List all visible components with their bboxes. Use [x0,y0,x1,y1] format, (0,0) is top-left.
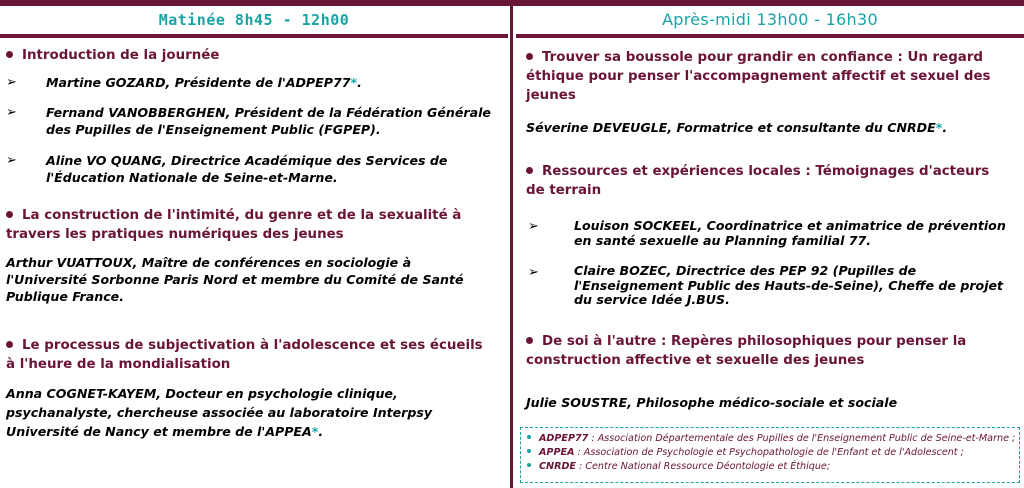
arrow-bullet-icon: ➢ [528,265,539,280]
section-subjectivation: Le processus de subjectivation à l'adolescence et ses écueils à l'heure de la mondialisation Anna COGNET-KAYEM, Docteur en psychologie clinique, psychanalyste, chercheuse associée au laboratoire Interpsy Université de Nancy et membre de l'APPEA*. [0,336,508,441]
arrow-bullet-icon: ➢ [6,105,17,120]
dot-icon [527,449,531,453]
speaker-text: Julie SOUSTRE, Philosophe médico-sociale et sociale [526,395,898,410]
list-item: ➢ Fernand VANOBBERGHEN, Président de la Fédération Générale des Pupilles de l'Enseignement Public (FGPEP). [6,105,491,137]
dot-icon [6,341,13,348]
speaker-list-ressources-2 [516,264,1024,308]
speaker-text: Séverine DEVEUGLE, Formatrice et consultante du CNRDE*. [526,120,948,135]
speaker-list-ressources [516,218,1024,248]
legend-item-adpep77: ADPEP77 : Association Départementale des Pupilles de l'Enseignement Public de Seine-et-Marne ; [527,432,1013,446]
list-item: ➢ Martine GOZARD, Présidente de l'ADPEP77*. [6,75,362,90]
list-item: ➢ Louison SOCKEEL, Coordinatrice et animatrice de prévention en santé sexuelle au Planning familial 77. [528,218,1006,248]
column-divider [510,6,513,488]
morning-column [0,6,508,439]
section-philosophie: De soi à l'autre : Repères philosophiques pour penser la construction affective et sexuelle des jeunes Julie SOUSTRE, Philosophe médico-sociale et sociale [516,332,1024,411]
section-boussole: Trouver sa boussole pour grandir en confiance : Un regard éthique pour penser l'accompagnement affectif et sexuel des jeunes Séverine DEVEUGLE, Formatrice et consultante du CNRDE*. [516,48,1024,136]
afternoon-header-bar [516,34,1024,38]
speaker-text: Anna COGNET-KAYEM, Docteur en psychologie clinique, psychanalyste, chercheuse associée au laboratoire Interpsy Université de Nancy et membre de l'APPEA*. [6,386,433,439]
afternoon-column [516,6,1024,410]
arrow-bullet-icon: ➢ [6,75,17,90]
legend-item-appea: APPEA : Association de Psychologie et Psychopathologie de l'Enfant et de l'Adolescent ; [527,446,1013,460]
list-item: ➢ Aline VO QUANG, Directrice Académique des Services de l'Éducation Nationale de Seine-et-Marne. [6,153,448,185]
speaker-list-intro [0,74,508,91]
dot-icon [526,337,533,344]
arrow-bullet-icon: ➢ [6,153,17,168]
morning-header-bar [0,34,508,38]
legend-item-cnrde: CNRDE : Centre National Ressource Déontologie et Éthique; [527,460,1013,474]
arrow-bullet-icon: ➢ [528,219,539,234]
afternoon-header: Après-midi 13h00 - 16h30 [662,10,878,29]
dot-icon [6,211,13,218]
abbreviations-legend [520,427,1020,483]
section-ressources: Ressources et expériences locales : Témoignages d'acteurs de terrain [526,164,990,198]
list-item: ➢ Claire BOZEC, Directrice des PEP 92 (Pupilles de l'Enseignement Public des Hauts-de-Seine), Cheffe de projet du service Idée J.BUS. [528,263,1004,307]
speaker-list-intro-2 [0,104,508,138]
section-intimite: La construction de l'intimité, du genre et de la sexualité à travers les pratiques numériques des jeunes Arthur VUATTOUX, Maître de conférences en sociologie à l'Université Sorbonne Paris Nord et membre du Comité de Santé Publique France. [0,206,508,305]
section-introduction [0,46,508,65]
dot-icon [527,435,531,439]
morning-header: Matinée 8h45 - 12h00 [158,11,350,29]
dot-icon [527,463,531,467]
dot-icon [526,167,533,174]
dot-icon [526,53,533,60]
section-title: Introduction de la journée [6,46,500,65]
speaker-list-intro-3 [0,152,508,186]
dot-icon [6,51,13,58]
speaker-text: Arthur VUATTOUX, Maître de conférences en sociologie à l'Université Sorbonne Paris Nord et membre du Comité de Santé Publique France. [6,255,464,304]
